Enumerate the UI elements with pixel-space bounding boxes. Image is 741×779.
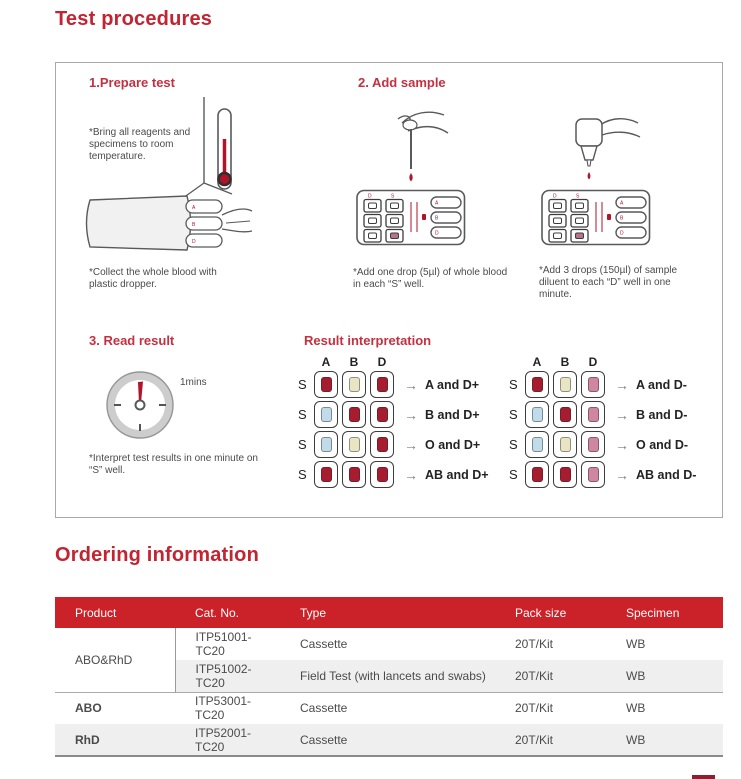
test-well (314, 431, 338, 458)
column-header: B (560, 355, 570, 369)
test-well (581, 431, 605, 458)
test-well (553, 461, 577, 488)
result-label: A and D+ (425, 377, 480, 392)
cell-type: Cassette (280, 692, 495, 724)
well-color (349, 467, 360, 482)
cell-cat-no: ITP52001-TC20 (175, 724, 280, 756)
sample-row-label: S (509, 467, 518, 482)
well-color (532, 467, 543, 482)
test-cassette-illustration (541, 189, 651, 251)
column-header: D (588, 355, 598, 369)
interpretation-row (298, 401, 489, 428)
section-heading-result-interpretation: Result interpretation (304, 333, 432, 348)
cell-type: Cassette (300, 637, 348, 651)
svg-text:A: A (435, 200, 439, 207)
svg-text:D: D (435, 230, 439, 237)
interpretation-row (509, 461, 696, 488)
arrow-right-icon: → (404, 466, 418, 483)
test-well (370, 431, 394, 458)
svg-text:S: S (576, 193, 580, 200)
timer-illustration (104, 369, 176, 446)
cell-pack-size: 20T/Kit (495, 692, 608, 724)
interpretation-row (509, 431, 696, 458)
dropper-icon (368, 107, 488, 189)
table-row (55, 692, 723, 724)
well-color (349, 377, 360, 392)
cell-pack-size: 20T/Kit (495, 724, 608, 756)
well-color (349, 437, 360, 452)
svg-text:A: A (192, 205, 196, 211)
svg-text:B: B (620, 215, 624, 222)
interpretation-group-d-positive (298, 355, 489, 491)
well-color (321, 437, 332, 452)
sample-row-label: S (298, 377, 307, 392)
well-color (349, 407, 360, 422)
col-header-type: Type (280, 597, 495, 628)
test-well (370, 461, 394, 488)
test-cassette-illustration (356, 189, 466, 251)
note-add-blood: *Add one drop (5µl) of whole blood in each “S” well. (353, 267, 508, 291)
result-label: O and D- (636, 437, 689, 452)
thermometer-icon (76, 97, 254, 269)
table-row (55, 724, 723, 756)
column-header: D (377, 355, 387, 369)
cassette-icon (356, 189, 466, 246)
test-well (553, 401, 577, 428)
cell-product: ABO (55, 692, 175, 724)
well-color (588, 467, 599, 482)
section-heading-read-result: 3. Read result (89, 333, 175, 348)
test-well (314, 371, 338, 398)
svg-text:D: D (620, 230, 624, 237)
diluent-bottle-illustration (548, 115, 663, 190)
test-well (553, 431, 577, 458)
interpretation-row (509, 401, 696, 428)
test-well (553, 371, 577, 398)
test-well (581, 371, 605, 398)
test-procedures-panel (55, 62, 723, 518)
note-interpret-result: *Interpret test results in one minute on “S” well. (89, 453, 258, 477)
interpretation-row (298, 371, 489, 398)
cell-cat-no: ITP51001-TC20 (195, 630, 252, 658)
note-add-diluent: *Add 3 drops (150µl) of sample diluent to each “D” well in one minute. (539, 265, 678, 301)
table-row (55, 628, 723, 660)
test-well (342, 401, 366, 428)
test-well (342, 371, 366, 398)
result-label: A and D- (636, 377, 687, 392)
cell-specimen: WB (608, 692, 723, 724)
result-label: AB and D+ (425, 467, 489, 482)
test-well (525, 371, 549, 398)
page-title-test-procedures: Test procedures (55, 8, 213, 30)
timer-duration-label: 1mins (180, 377, 207, 388)
well-color (560, 437, 571, 452)
cell-specimen: WB (608, 660, 723, 692)
svg-text:D: D (368, 193, 372, 200)
well-color (377, 407, 388, 422)
thermometer-and-arm-illustration (76, 97, 254, 269)
well-color (532, 407, 543, 422)
well-color (377, 377, 388, 392)
cell-type: Cassette (280, 724, 495, 756)
arrow-right-icon: → (615, 466, 629, 483)
section-heading-prepare-test: 1.Prepare test (89, 75, 175, 90)
cassette-icon (541, 189, 651, 246)
arrow-right-icon: → (615, 406, 629, 423)
interpretation-row (298, 431, 489, 458)
interpretation-group-d-negative (509, 355, 696, 491)
arrow-right-icon: → (615, 436, 629, 453)
blood-drop-icon (409, 173, 413, 182)
test-well (342, 461, 366, 488)
svg-text:B: B (192, 222, 196, 228)
timer-icon (104, 369, 176, 441)
sample-row-label: S (509, 407, 518, 422)
svg-text:A: A (620, 200, 624, 207)
table-header-row (55, 597, 723, 628)
cell-pack-size: 20T/Kit (495, 660, 608, 692)
ordering-table (55, 597, 723, 757)
page-corner-mark (692, 775, 715, 779)
arrow-right-icon: → (404, 436, 418, 453)
well-color (532, 437, 543, 452)
arrow-right-icon: → (404, 376, 418, 393)
well-color (321, 377, 332, 392)
well-color (532, 377, 543, 392)
cell-specimen: WB (626, 637, 646, 651)
bottle-icon (548, 115, 663, 185)
cell-pack-size: 20T/Kit (515, 637, 554, 651)
test-well (342, 431, 366, 458)
cell-specimen: WB (608, 724, 723, 756)
result-label: B and D+ (425, 407, 480, 422)
interpretation-row (298, 461, 489, 488)
test-well (525, 461, 549, 488)
well-color (377, 467, 388, 482)
col-header-specimen: Specimen (608, 597, 723, 628)
test-well (370, 401, 394, 428)
arrow-right-icon: → (404, 406, 418, 423)
well-color (588, 437, 599, 452)
column-header: B (349, 355, 359, 369)
col-header-cat-no: Cat. No. (175, 597, 280, 628)
well-color (377, 437, 388, 452)
arrow-right-icon: → (615, 376, 629, 393)
interp-column-headers (525, 355, 696, 369)
sample-row-label: S (509, 377, 518, 392)
test-well (314, 461, 338, 488)
interpretation-row (509, 371, 696, 398)
result-label: AB and D- (636, 467, 697, 482)
result-label: O and D+ (425, 437, 481, 452)
svg-text:S: S (391, 193, 395, 200)
diluent-drop-icon (588, 172, 591, 180)
col-header-product: Product (55, 597, 175, 628)
well-color (588, 377, 599, 392)
well-color (560, 377, 571, 392)
cell-product: ABO&RhD (55, 628, 175, 692)
page-title-ordering-information: Ordering information (55, 544, 259, 566)
well-color (321, 467, 332, 482)
test-well (314, 401, 338, 428)
note-collect-blood: *Collect the whole blood with plastic dropper. (89, 267, 217, 291)
dropper-hand-illustration (368, 107, 488, 194)
well-color (560, 467, 571, 482)
well-color (560, 407, 571, 422)
section-heading-add-sample: 2. Add sample (358, 75, 446, 90)
well-color (588, 407, 599, 422)
sample-row-label: S (298, 407, 307, 422)
cell-type: Field Test (with lancets and swabs) (280, 660, 495, 692)
note-room-temperature: *Bring all reagents and specimens to room temperature. (89, 127, 191, 163)
test-well (581, 461, 605, 488)
sample-row-label: S (298, 437, 307, 452)
cell-product: RhD (55, 724, 175, 756)
column-header: A (321, 355, 331, 369)
test-well (370, 371, 394, 398)
column-header: A (532, 355, 542, 369)
interp-column-headers (314, 355, 489, 369)
result-label: B and D- (636, 407, 688, 422)
test-well (525, 431, 549, 458)
col-header-pack-size: Pack size (495, 597, 608, 628)
svg-text:D: D (553, 193, 557, 200)
test-well (525, 401, 549, 428)
sample-row-label: S (509, 437, 518, 452)
svg-text:D: D (192, 239, 196, 245)
cell-cat-no: ITP53001-TC20 (175, 692, 280, 724)
test-well (581, 401, 605, 428)
cell-cat-no: ITP51002-TC20 (175, 660, 280, 692)
sample-row-label: S (298, 467, 307, 482)
well-color (321, 407, 332, 422)
svg-text:B: B (435, 215, 439, 222)
